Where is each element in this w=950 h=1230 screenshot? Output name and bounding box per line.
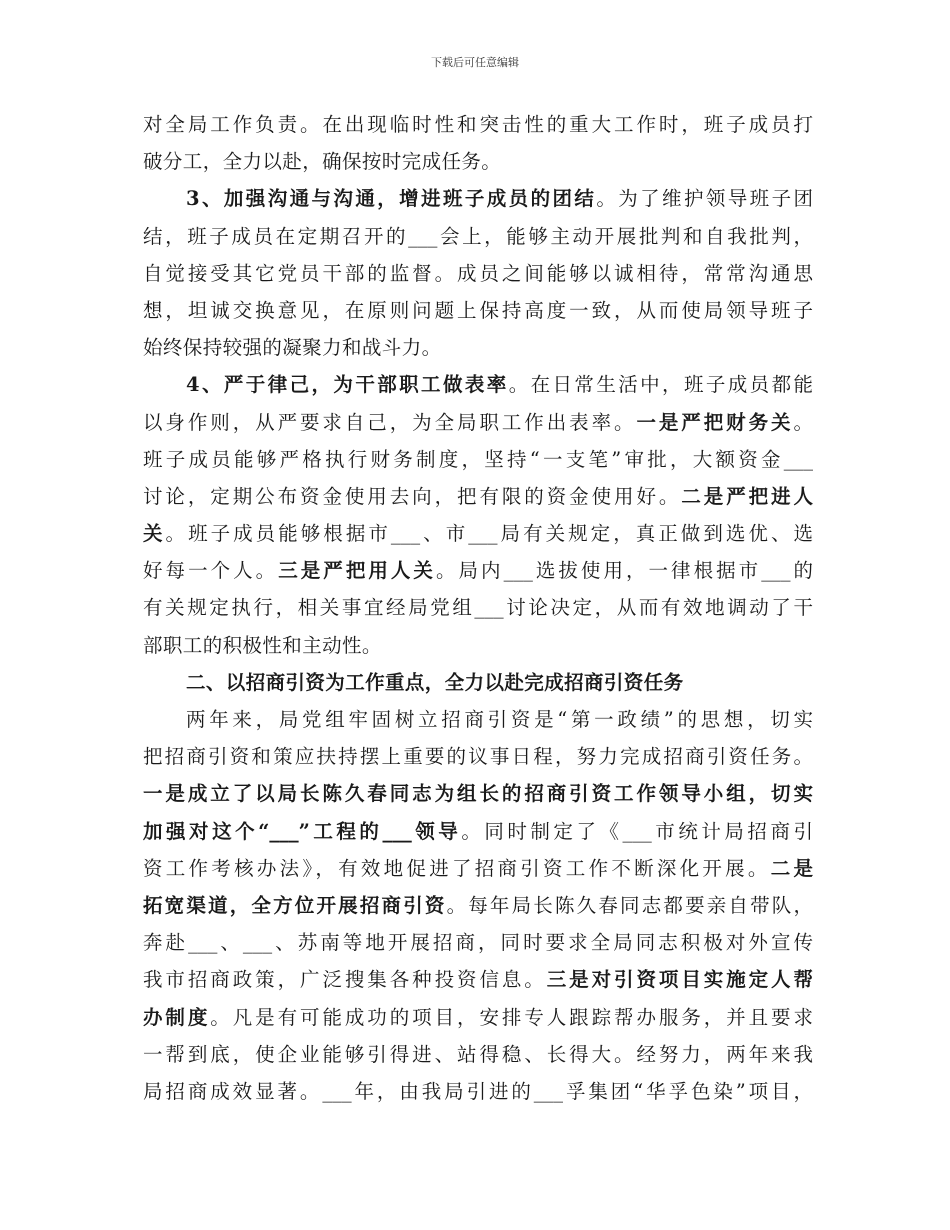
text-segment: 奔赴___、___、苏南等地开展招商，同时要求全局同志积极对外宣传 bbox=[143, 931, 813, 955]
text-line bbox=[143, 218, 813, 255]
text-line bbox=[143, 775, 813, 812]
text-segment: 以身作则，从严要求自己，为全局职工作出表率。 bbox=[143, 410, 637, 434]
text-segment: 我市招商政策，广泛搜集各种投资信息。 bbox=[143, 968, 547, 992]
bold-text-segment: 加强对这个“___”工程的___领导 bbox=[143, 819, 462, 843]
text-segment: 有关规定执行，相关事宜经局党组___讨论决定，从而有效地调动了干 bbox=[143, 596, 813, 620]
text-line bbox=[143, 999, 813, 1036]
text-segment: 自觉接受其它党员干部的监督。成员之间能够以诚相待，常常沟通思 bbox=[143, 261, 813, 285]
bold-text-segment: 关 bbox=[143, 522, 166, 546]
text-segment: 始终保持较强的凝聚力和战斗力。 bbox=[143, 336, 442, 360]
text-segment: 局招商成效显著。___年，由我局引进的___孚集团“华孚色染”项目， bbox=[143, 1079, 813, 1103]
text-line bbox=[143, 292, 813, 329]
text-segment: 。班子成员能够根据市___、市___局有关规定，真正做到选优、选 bbox=[165, 522, 813, 546]
text-line bbox=[143, 441, 813, 478]
text-segment: 班子成员能够严格执行财务制度，坚持“一支笔”审批，大额资金___ bbox=[143, 447, 813, 471]
page-header: 下载后可任意编辑 bbox=[431, 56, 519, 69]
text-line bbox=[143, 1073, 813, 1110]
bold-text-segment: 办制度 bbox=[143, 1005, 211, 1029]
text-segment: 讨论，定期公布资金使用去向，把有限的资金使用好。 bbox=[143, 484, 682, 508]
text-segment: 。同时制定了《___市统计局招商引 bbox=[461, 819, 813, 843]
bold-text-segment: 三是对引资项目实施定人帮 bbox=[546, 968, 813, 992]
text-segment: 。在日常生活中，班子成员都能 bbox=[508, 373, 813, 397]
bold-text-segment: 一是成立了以局长陈久春同志为组长的招商引资工作领导小组，切实 bbox=[143, 782, 813, 806]
text-line bbox=[143, 515, 813, 552]
bold-text-segment: 3、加强沟通与沟通，增进班子成员的团结 bbox=[186, 187, 597, 211]
text-line bbox=[143, 627, 813, 664]
text-line bbox=[143, 255, 813, 292]
text-line bbox=[143, 850, 813, 887]
text-line bbox=[143, 664, 813, 701]
text-line bbox=[143, 478, 813, 515]
text-line bbox=[143, 924, 813, 961]
text-segment: 两年来，局党组牢固树立招商引资是“第一政绩”的思想，切实 bbox=[186, 708, 813, 731]
text-line bbox=[143, 589, 813, 626]
bold-text-segment: 三是严把用人关 bbox=[278, 559, 436, 583]
text-line bbox=[143, 404, 813, 441]
bold-text-segment: 拓宽渠道，全方位开展招商引资 bbox=[143, 893, 447, 917]
text-line bbox=[143, 887, 813, 924]
text-line bbox=[143, 813, 813, 850]
text-segment: 想，坦诚交换意见，在原则问题上保持高度一致，从而使局领导班子 bbox=[143, 298, 813, 322]
text-segment: 。凡是有可能成功的项目，安排专人跟踪帮办服务，并且要求 bbox=[210, 1005, 813, 1029]
text-line bbox=[143, 180, 813, 217]
text-segment: 破分工，全力以赴，确保按时完成任务。 bbox=[143, 150, 502, 174]
text-segment: 把招商引资和策应扶持摆上重要的议事日程，努力完成招商引资任务。 bbox=[143, 745, 813, 769]
text-segment: 。每年局长陈久春同志都要亲自带队， bbox=[446, 893, 813, 917]
text-segment: 好每一个人。 bbox=[143, 559, 279, 583]
text-segment: 资工作考核办法》，有效地促进了招商引资工作不断深化开展。 bbox=[143, 856, 771, 880]
text-segment: 。局内___选拔使用，一律根据市___的 bbox=[435, 559, 813, 583]
text-line bbox=[143, 106, 813, 143]
bold-text-segment: 4、严于律己，为干部职工做表率 bbox=[186, 373, 509, 397]
document-body bbox=[143, 106, 813, 1110]
bold-text-segment: 一是严把财务关 bbox=[636, 410, 794, 434]
text-segment: 一帮到底，使企业能够引得进、站得稳、长得大。经努力，两年来我 bbox=[143, 1042, 813, 1066]
text-line bbox=[143, 961, 813, 998]
text-line bbox=[143, 738, 813, 775]
text-line bbox=[143, 552, 813, 589]
text-segment: 结，班子成员在定期召开的___会上，能够主动开展批判和自我批判， bbox=[143, 224, 813, 248]
text-segment: 。为了维护领导班子团 bbox=[596, 187, 813, 211]
bold-text-segment: 二是 bbox=[770, 856, 813, 880]
bold-text-segment: 二、以招商引资为工作重点，全力以赴完成招商引资任务 bbox=[186, 670, 684, 694]
text-segment: 部职工的积极性和主动性。 bbox=[143, 633, 382, 657]
text-line bbox=[143, 329, 813, 366]
text-line bbox=[143, 1036, 813, 1073]
text-line bbox=[143, 701, 813, 738]
text-line bbox=[143, 366, 813, 403]
text-line bbox=[143, 143, 813, 180]
bold-text-segment: 二是严把进人 bbox=[681, 484, 813, 508]
text-segment: 对全局工作负责。在出现临时性和突击性的重大工作时，班子成员打 bbox=[143, 113, 813, 136]
text-segment: 。 bbox=[793, 410, 813, 434]
